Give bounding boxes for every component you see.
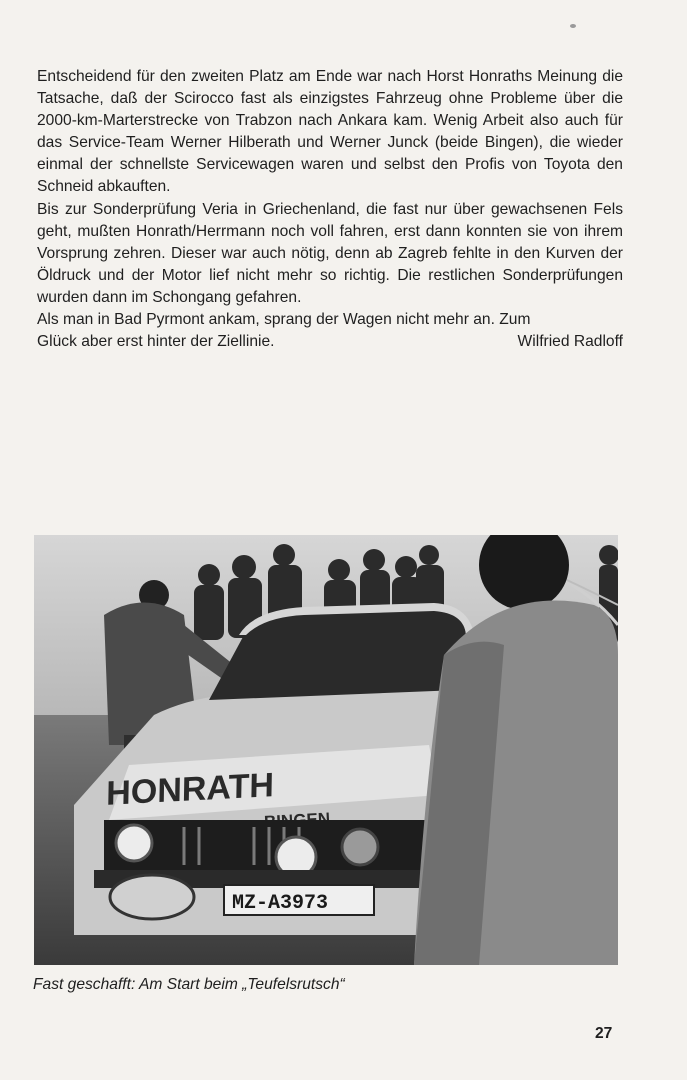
paragraph-1: Entscheidend für den zweiten Platz am Ende war nach Horst Honraths Meinung die Tatsache, daß der Scirocco fast als einzigstes Fahrzeug ohne Probleme über die 2000-km-Marterstrecke von Trabzon nach Ankara kam. Wenig Arbeit also auch für das Service-Team Werner Hilberath und Werner Junck (beide Bingen), die wieder einmal der schnellste Servicewagen waren und selbst den Profis von Toyota den Schneid abkauften.: [37, 68, 623, 196]
closing-line: [37, 331, 623, 353]
license-plate-text: MZ-A3973: [232, 892, 329, 915]
rally-photo: [34, 535, 618, 965]
closing-sentence: Glück aber erst hinter der Ziellinie.: [37, 333, 275, 351]
paragraph-2: Bis zur Sonderprüfung Veria in Griechenland, die fast nur über gewachsenen Fels geht, mußten Honrath/Herrmann noch voll fahren, erst dann konnten sie von ihrem Vorsprung zehren. Dieser war auch nötig, denn ab Zagreb fehlte in den Kurven der Öldruck und der Motor lief nicht mehr so richtig. Die restlichen Sonderprüfungen wurden dann im Schongang gefahren.: [37, 200, 623, 306]
rally-photo-illustration: [34, 535, 618, 965]
print-speck: [570, 24, 576, 28]
photo-caption: Fast geschafft: Am Start beim „Teufelsrutsch“: [33, 976, 345, 993]
article-text: [37, 66, 623, 353]
paragraph-3: Als man in Bad Pyrmont ankam, sprang der Wagen nicht mehr an. Zum: [37, 311, 531, 329]
author-name: Wilfried Radloff: [517, 333, 623, 351]
page-number: 27: [595, 1025, 613, 1042]
hood-sponsor-text: HONRATH: [105, 766, 275, 813]
